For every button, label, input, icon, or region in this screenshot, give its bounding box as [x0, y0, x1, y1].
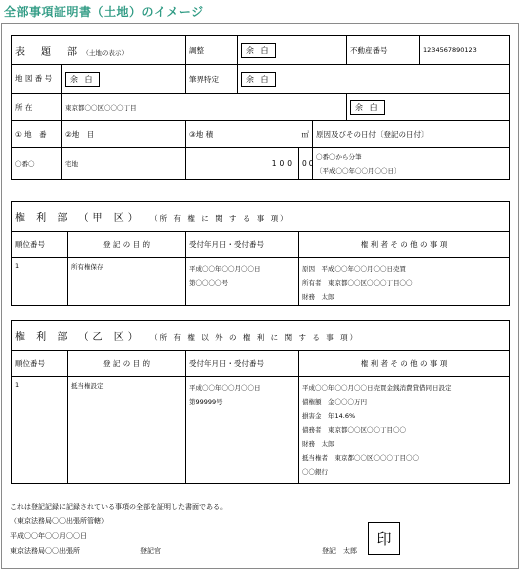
otsu-title-cell — [12, 321, 510, 351]
otsu-col-jun: 順位番号 — [12, 351, 68, 377]
row-chimoku: 宅地 — [62, 148, 186, 180]
footer-official: 登記官 — [140, 547, 161, 555]
col-chiban: ① 地 番 — [12, 121, 62, 148]
otsu-kenrisha-7: 〇〇銀行 — [302, 468, 328, 476]
chosei-value: 余 白 — [241, 43, 276, 58]
fudosan-label: 不動産番号 — [347, 36, 420, 65]
otsu-kenrisha-1: 平成〇〇年〇〇月〇〇日売買金銭消費貸借同日設定 — [302, 384, 452, 392]
otsu-kenrisha-5: 財務 太郎 — [302, 440, 335, 448]
shozai-value: 東京都〇〇区〇〇〇丁目 — [62, 94, 347, 121]
kou-table — [11, 201, 510, 306]
kou-kenrisha-3: 財務 太郎 — [302, 293, 335, 301]
kou-row-jun: 1 — [12, 258, 68, 306]
otsu-subtitle: （所 有 権 以 外 の 権 利 に 関 す る 事 項） — [150, 333, 360, 342]
footer-office: 東京法務局〇〇出張所 — [10, 547, 80, 555]
otsu-row-uketsuke — [186, 377, 299, 484]
hyodai-title-cell — [12, 36, 186, 65]
chizu-label: 地 図 番 号 — [12, 65, 62, 94]
otsu-uketsuke-2: 第99999号 — [189, 398, 223, 406]
kou-title-cell — [12, 202, 510, 232]
kou-col-uketsuke: 受付年月日・受付番号 — [186, 232, 299, 258]
otsu-kenrisha-2: 債権額 金〇〇〇万円 — [302, 398, 367, 406]
otsu-kenrisha-3: 損害金 年14.6% — [302, 412, 356, 420]
kou-kenrisha-2: 所有者 東京都〇〇区〇〇〇丁目〇〇 — [302, 279, 413, 287]
row-genin-1: 〇番〇から分筆 — [316, 152, 362, 161]
kou-uketsuke-1: 平成〇〇年〇〇月〇〇日 — [189, 265, 261, 273]
col-chiseki — [186, 121, 313, 148]
otsu-col-kenrisha: 権 利 者 そ の 他 の 事 項 — [299, 351, 510, 377]
chosei-value-cell — [238, 36, 347, 65]
chosei-label: 調整 — [186, 36, 238, 65]
hikkai-label: 筆界特定 — [186, 65, 238, 94]
kou-row-kenrisha — [299, 258, 510, 306]
row-chiseki-dec: 00 — [299, 148, 313, 180]
page-heading: 全部事項証明書（土地）のイメージ — [4, 5, 204, 19]
otsu-row-kenrisha — [299, 377, 510, 484]
row-chiban: 〇番〇 — [12, 148, 62, 180]
hyodai-title-sub: （土地の表示） — [82, 48, 128, 57]
shozai-right-value: 余 白 — [350, 100, 385, 115]
kou-col-mokuteki: 登 記 の 目 的 — [68, 232, 186, 258]
kou-title: 権 利 部 （甲 区） — [15, 213, 142, 224]
otsu-title: 権 利 部 （乙 区） — [15, 332, 142, 343]
kou-col-jun: 順位番号 — [12, 232, 68, 258]
shozai-right-cell — [347, 94, 510, 121]
chizu-value: 余 白 — [65, 72, 100, 87]
otsu-uketsuke-1: 平成〇〇年〇〇月〇〇日 — [189, 384, 261, 392]
col-chiseki-label: ③地 積 — [189, 129, 214, 139]
otsu-row-mokuteki: 抵当権設定 — [68, 377, 186, 484]
kou-uketsuke-2: 第〇〇〇〇号 — [189, 279, 228, 287]
row-chiseki-int: 100 — [186, 148, 299, 180]
col-chiseki-unit: ㎡ — [301, 129, 310, 139]
otsu-col-uketsuke: 受付年月日・受付番号 — [186, 351, 299, 377]
hyodai-table — [11, 35, 510, 180]
hikkai-value: 余 白 — [241, 72, 276, 87]
kou-row-uketsuke — [186, 258, 299, 306]
col-chimoku: ②地 目 — [62, 121, 186, 148]
row-genin-2: 〔平成〇〇年〇〇月〇〇日〕 — [316, 166, 401, 175]
kou-row-mokuteki: 所有権保存 — [68, 258, 186, 306]
row-genin — [313, 148, 510, 180]
shozai-label: 所 在 — [12, 94, 62, 121]
kou-col-kenrisha: 権 利 者 そ の 他 の 事 項 — [299, 232, 510, 258]
kou-kenrisha-1: 原因 平成〇〇年〇〇月〇〇日売買 — [302, 265, 406, 273]
otsu-kenrisha-6: 抵当権者 東京都〇〇区〇〇〇丁目〇〇 — [302, 454, 419, 462]
hikkai-value-cell — [238, 65, 510, 94]
otsu-table — [11, 320, 510, 484]
otsu-col-mokuteki: 登 記 の 目 的 — [68, 351, 186, 377]
footer-signer: 登記 太郎 — [322, 547, 357, 555]
kou-subtitle: （所 有 権 に 関 す る 事 項） — [150, 214, 290, 223]
footer-line-1: これは登記記録に記録されている事項の全部を証明した書面である。 — [10, 503, 227, 511]
hyodai-title: 表 題 部 — [15, 46, 80, 58]
seal-stamp: 印 — [368, 522, 400, 555]
chizu-value-cell — [62, 65, 186, 94]
otsu-row-jun: 1 — [12, 377, 68, 484]
footer-line-3: 平成〇〇年〇〇月〇〇日 — [10, 532, 87, 540]
footer-line-2: （東京法務局〇〇出張所管轄） — [10, 517, 108, 525]
col-genin: 原因及びその日付〔登記の日付〕 — [313, 121, 510, 148]
fudosan-value: 1234567890123 — [420, 36, 510, 65]
otsu-kenrisha-4: 債務者 東京都〇〇区〇〇丁目〇〇 — [302, 426, 406, 434]
